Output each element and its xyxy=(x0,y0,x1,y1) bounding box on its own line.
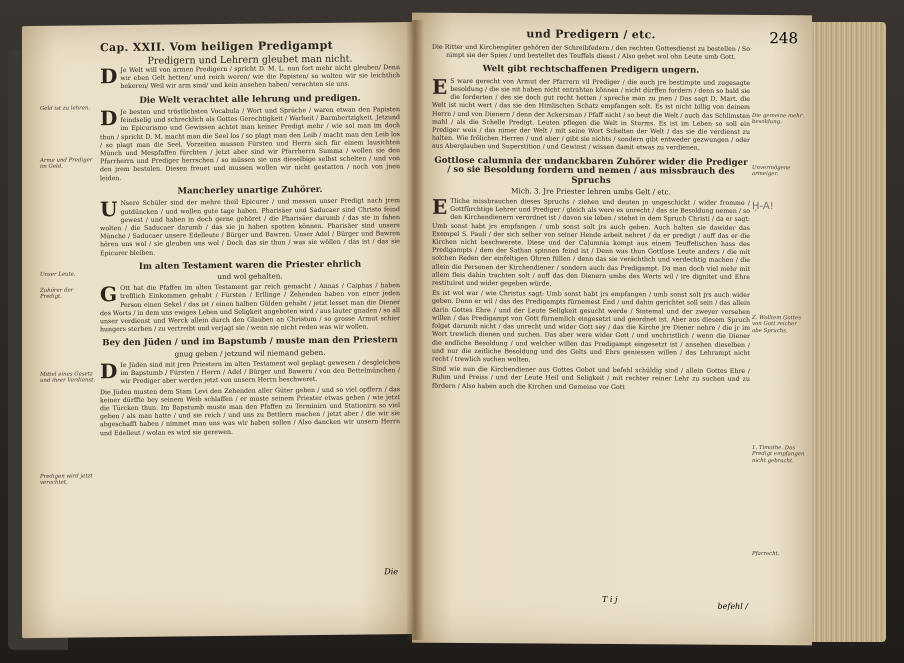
right-paragraph-4: Sind wie nun die Kirchendiener aus Gottes Gebot und befehl schüldig sind / allein Gottes Ehre / Ruhm und Preiss / und der Leute Heil und Seligkeit / mit rechter reiner Lehr zu suchen und zu fördern / Also haben auch die Kirchen und Gemeine vor Gott xyxy=(432,365,750,391)
right-section-2-sub: Mich. 3. Jre Priester lehren umbs Gelt / etc. xyxy=(511,186,671,197)
right-paragraph-1: E S ware gerecht von Armut der Pfarrern vil Prediger / die auch jre bestimpte und zugesagte besoldung / die sie nit haben nicht entrahten können / nicht dürffen fordern / denn so bald sie die forderten / des sie doch gut recht hetten / spreche man zu jnen / Das sagt D. Mart. die Welt ist nicht wert / das sie den Himlischen Schatz empfangen solt. Es ist nicht billig von deinem Herrn / und von Dienern / denn der Ackersman / Pfaff nicht / so beut die Welt / auch das Schlimsten mahl / als die Schelle Predigt. Leuten pflegen die Welt in Sturms. Es ist im Leben so soll ein Prediger weis / das nimer der Welt / mit seine Wort Schelten der Welt / das sie die verdienst zu halten. Wie frölichen Herren / und aber / gibt sie nichts / sondern gibt entweder gezwungen / oder aus Aberglauben und Superstition / und Gewinst / wissen damit etwas zu verdienen. xyxy=(432,74,750,153)
right-intro: Die Ritter und Kirchengüter gehören der Schreibfedern / den rechten Gottesdienst zu bestellen / So nimpt sie der Spies / und bestellet des Teuffels dienst / Also gehet wol ohn Leute umb Gott. xyxy=(432,43,750,62)
left-paragraph-6: Die Jüden musten dem Stam Levi den Zehenden aller Güter geben / und so viel opffern / das keiner dürffte bey seinem Weib schlaffen / er muste seinem Priester etwas geben / wie jetzt die Türcken thun. Im Bapstumb muste man den Pfaffen zu Terminirn und Stationirn so viel geben / als man hatte / und sie reich / und uns zu Bettlern machen / jetzt aber / die wir sie abgeschafft haben / nimmet man uns was wir haben sollen / Also dancken wir unsern Herrn und Edelleut / wolan es wird sie gerewen. xyxy=(100,385,400,437)
right-margin-note-4: 1. Timothe. Das Predigt empfangen nicht gebracht. xyxy=(752,444,805,465)
left-section-4: Bey den Jüden / und im Bapstumb / muste man den Priestern xyxy=(102,335,398,349)
dropcap: E xyxy=(432,74,448,99)
left-margin-note-1: Geld ist zu lehren. xyxy=(40,105,91,112)
left-section-3-sub: und wol gehalten. xyxy=(217,271,283,282)
left-paragraph-4: G Ott hat die Pfaffen im alten Testament gar reich gemacht / Annas / Caiphas / haben trefflich Einkommen gehabt / Fürsten / Erllinge / Zehenden haben von einer jeden Person einen Sekel / das ist / einen halben Gülden gehabt / jetzt lesset man die Diener des Worts / in dem uns ewiges Leben und Seligkeit angeboten wird / aus lauter gnaden / so all unser verdienst und Werck allein durch den Glauben an Christum / so grosse Armut schier hungers sterben / zu vertreibt und verjagt sie / wenn sie nicht reden was wir wollen. xyxy=(100,282,400,334)
left-margin-note-3: Unser Leute. xyxy=(40,271,76,278)
page-number: 248 xyxy=(769,29,798,48)
left-text-column xyxy=(100,38,400,440)
left-margin-note-2: Arme und Prediger im Geld. xyxy=(40,157,93,171)
right-catchword: befehl / xyxy=(717,601,748,611)
dropcap: G xyxy=(100,282,118,307)
left-running-head: Cap. XXII. Vom heiligen Predigampt xyxy=(100,38,333,55)
dropcap: D xyxy=(100,64,118,89)
right-margin-note-1: Die gemeine mehr besoldung. xyxy=(752,112,803,126)
left-paragraph-5: D Ie Jüden sind mit jren Priestern im alten Testament wol geplagt gewesen / desgleichen im Bapstumb / Fürsten / Herrn / Adel / Bürger und Bawern / von den Bettelmünchen / wir Prediger aber werden jetzt von unsern Herrn beschweret. xyxy=(100,358,400,386)
left-margin-note-5: Mittel eines Gesetz und ihrer Verdienst. xyxy=(40,371,96,385)
right-section-2: Gottlose calumnia der undanckbaren Zuhörer wider die Prediger / so sie Besoldung fordern und nemen / aus missbrauch des Spruchs xyxy=(434,155,748,186)
right-margin-note-2: Unvermögene armeiger. xyxy=(752,164,791,178)
left-margin-note-4: Zuhörer der Predigt. xyxy=(40,287,74,301)
open-book xyxy=(8,10,900,660)
dropcap: E xyxy=(432,194,448,219)
page-edges xyxy=(808,22,886,642)
right-section-1: Welt gibt rechtschaffenen Predigern ungern. xyxy=(482,64,700,77)
left-section-2: Mancherley unartige Zuhörer. xyxy=(177,184,323,197)
dropcap: D xyxy=(100,358,118,384)
left-subtitle: Predigern und Lehrern gleubet man nicht. xyxy=(147,53,353,67)
left-paragraph-3: U Nsere Schüler sind der mehre theil Epicurer / und messen unser Predigt nach jrem gutdüncken / und wollen gute tage haben. Pharisäer und Saducaer sind Christo feind gewest / und haben in doch gerne gehöret / die Pharisäer darumb / das sie in fahen wolten / die Saducaer darumb / das sie jn haben spotten können. Pharisäer sind unsere Münche / Saducaer unsere Edelleute / Bürger und Bawren. Unser Adel / Bürger und Bawren hören uns wol / sie gleuben uns wol / Doch das sie thun / was sie wöllen / das ist / das sie Epicurer bleiben. xyxy=(100,197,400,257)
pencil-annotation: Ḥ-A! xyxy=(752,200,774,213)
book-gutter xyxy=(406,20,424,640)
left-catchword: Die xyxy=(384,567,398,577)
right-paragraph-2: E Tliche missbrauchen dieses Spruchs / ziehen und deuten jn ungeschickt / wider fromme / Gottfürchtige Lehrer und Prediger / gleich als were es unrecht / das sie Besoldung nemen / so den Kirchendienern verordnet ist / davon sie leben / stehet in dem Spruch Christi / da er sagt: Umb sonst habt jrs empfangen / umb sonst solt jrs auch geben. Auch halten sie dawider das Exempel S. Pauli / der sich selber von seiner Hende arbeit nehret / da er predigt / auff das er die Kirchen nicht beschwerete. Diese und der Calumnia kompt aus einem Teuffelischen hass des Predigampts / dem der Sathan spinnen feind ist / Denn was thun Gottlose Leute anders / die mit solchen Reden der einfeltigen Ohren füllen / denn das sie verächtlich und verdechtig machen / die allein die Personen der Kirchendiener / sondern auch das Predigampt. Da man doch viel mehr mit allem fleis dahin trachten solt / auff das den Dienern umbs des Worts wil / ire dignitet und Ehre restituiret und wider gegeben würde. xyxy=(432,194,750,288)
right-margin-note-3: Z. Wolltem Gottes von Gott reicher abe Spruchs. xyxy=(752,314,801,335)
left-paragraph-1: D Je Welt will von armen Predigern / spricht D. M. L. nun fort mehr nicht gleuben/ Denn wir eben Gelt hetten/ und reich weren/ wie die Papisten/ so wolten wir sie leichtlich bekeren/ Weil wir arm sind/ und kein ansehen haben/ verachten sie uns. xyxy=(100,64,400,91)
left-margin-note-6: Predigen wird jetzt verachtet. xyxy=(40,473,93,487)
right-running-head: und Predigern / etc. xyxy=(526,27,656,42)
right-page xyxy=(412,13,812,646)
signature-mark: T i j xyxy=(602,594,618,605)
left-paragraph-2: D Je besten und tröstlichsten Vocabula / Wort und Sprüche / waren etwan den Papisten feindselig und schrecklich als Gottes Gerechtigkeit / Warheit / Barmhertzigkeit. Jetzund im Epicurismo und Gewissen achtet man keiner Predigt mehr / wie sol man im doch thun / spricht D. M. macht man die Seel los / so plagt man den Leib / macht man den Leib los / so plagt man die Seel. Vorzeiten mussen Fürsten und Herrn sich für einem lausichten Münch und Mespfaffen fürchten / jetzt aber sind wir Pfarrherrn Summa / wollen sie den Pfarrherrn und Prediger herrschen / so müssen sie uns dieselbige selbst schelten / und von den jrem bestolen. Diesen freuet und mussen wollen wir nicht gestatten / noch von jnen leiden. xyxy=(100,106,400,182)
left-section-4-sub: gnug geben / jetzund wil niemand geben. xyxy=(174,347,326,359)
left-page xyxy=(22,22,420,638)
right-text-column xyxy=(432,27,750,395)
dropcap: U xyxy=(100,197,118,222)
right-margin-note-5: Pfarrecht. xyxy=(752,550,780,558)
left-section-1: Die Welt verachtet alle lehrung und predigen. xyxy=(139,93,361,106)
left-section-3: Im alten Testament waren die Priester ehrlich xyxy=(138,259,362,272)
dropcap: D xyxy=(100,106,118,131)
right-paragraph-3: Es ist wol war / wie Christus sagt: Umb sonst habt jrs empfangen / umb sonst solt jrs auch wider geben. Denn er wil / das des Predigampts fürnemest End / und dahin gerichtet soll sein / das allein darin Gottes Ehre / und der Leute Seligkeit gesucht werde / Sintemal und der zweyer versehen willen / das Predigampt von Gott fürnemlich eingesetzt und geordnet ist. Aber aus diesem Spruch folget darumb nicht / das unrecht und wider Gott sey / das die Kirche jre Diener nehre / die jr im Wort trewlich dienen und suchen. Das aber were wider Gott / und unchristlich / wenn die Diener die endliche Besoldung / und welcher willen das Predigampt eingesetzt ist / ansehen dieselben / und nur die zeitliche Besoldung und des Gelts und Ehrs geniessen willen / das Lehrampt nicht recht / trewlich suchen wolten. xyxy=(432,290,750,364)
